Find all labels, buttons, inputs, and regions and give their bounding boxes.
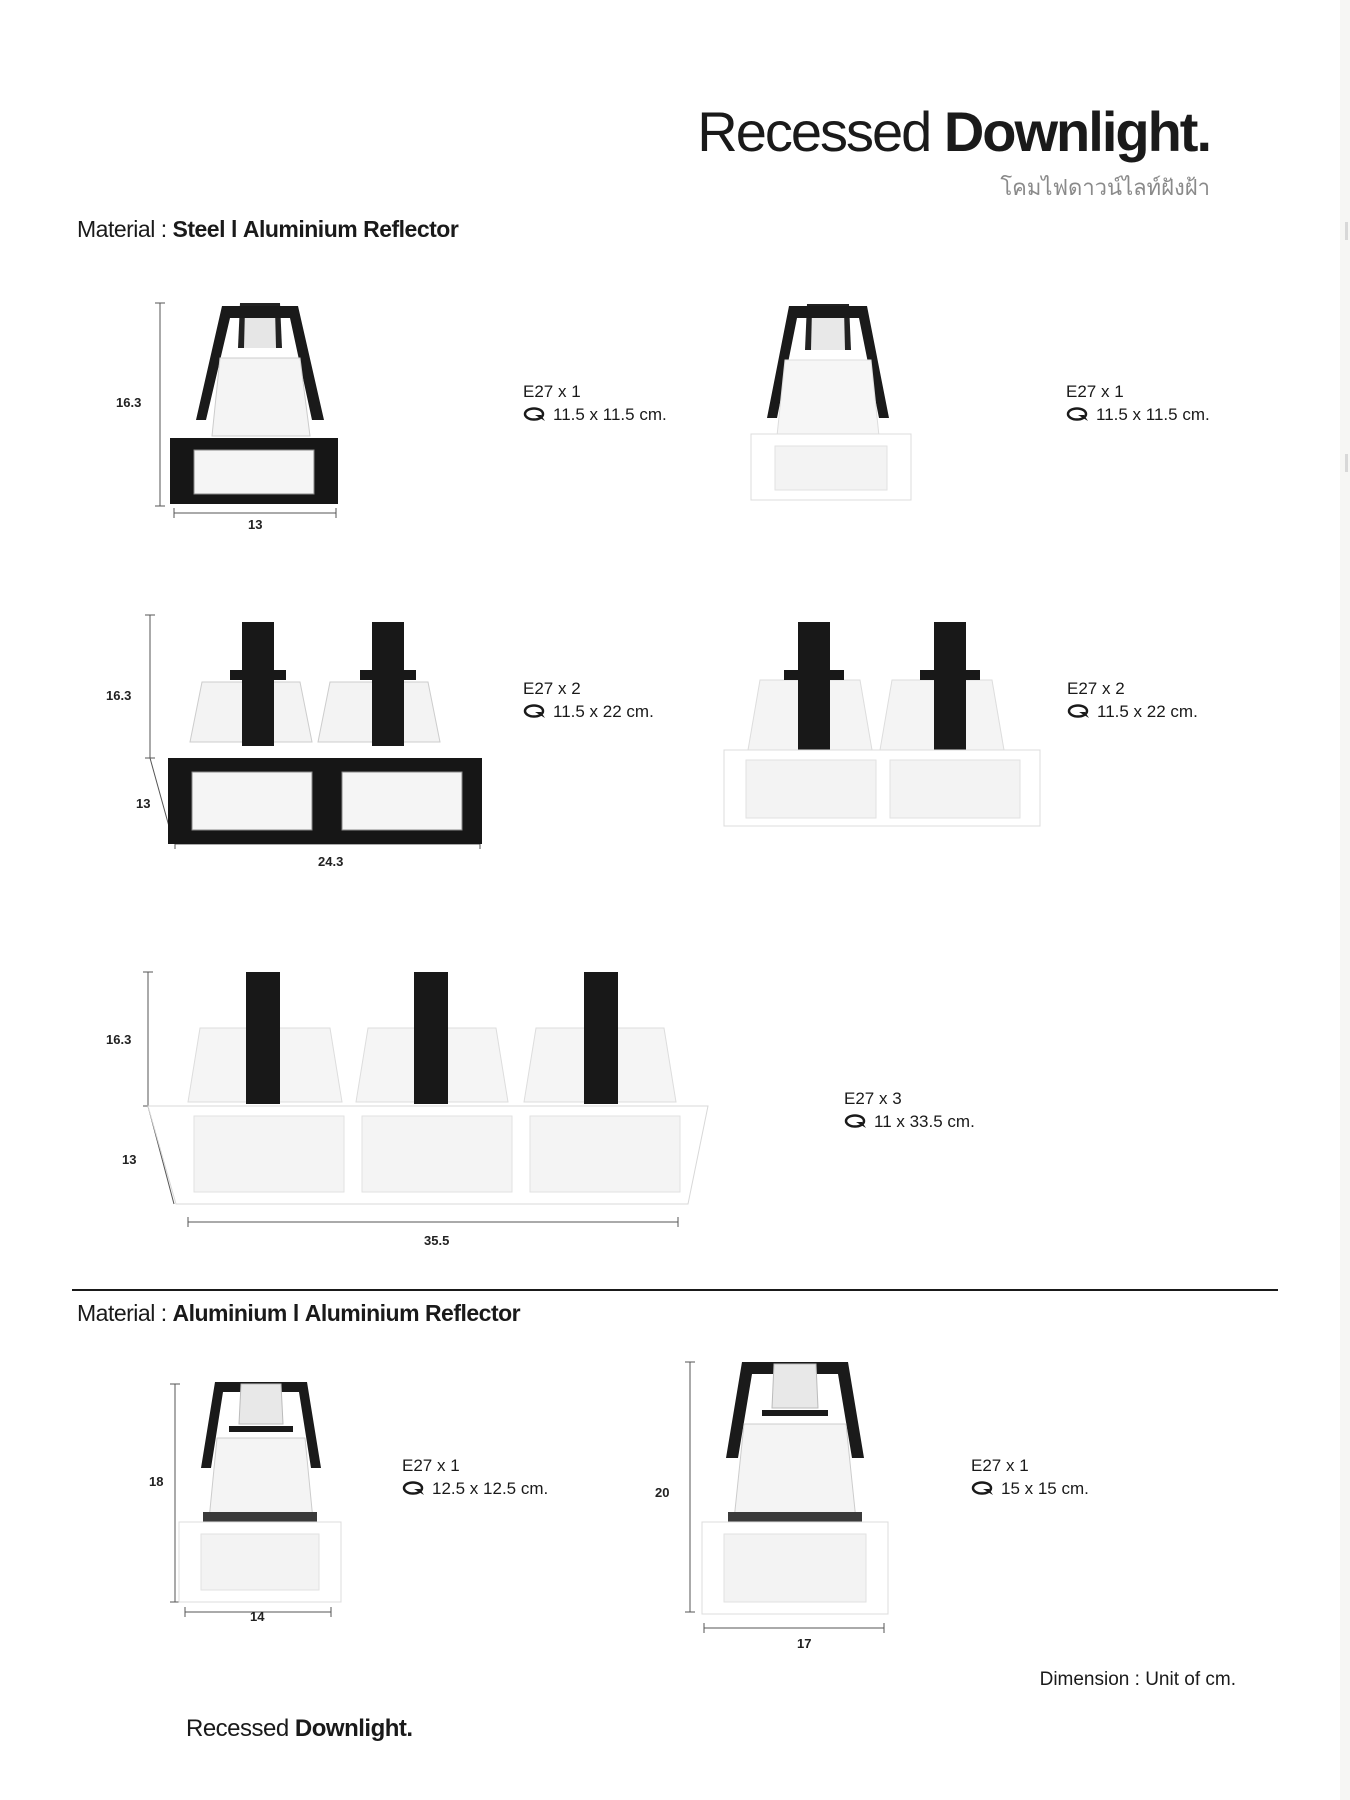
downlight-aluminium-large bbox=[702, 1362, 888, 1614]
product-4-lamp: E27 x 2 bbox=[1067, 679, 1125, 698]
product-5-cutout-row bbox=[844, 1110, 975, 1133]
downlight-black-single bbox=[170, 303, 338, 504]
product-4-spec bbox=[1067, 677, 1198, 723]
downlight-aluminium-small bbox=[179, 1382, 341, 1602]
product-2-spec bbox=[1066, 380, 1210, 426]
footer-title-light: Recessed bbox=[186, 1715, 289, 1742]
product-5-cutout: 11 x 33.5 cm. bbox=[874, 1112, 975, 1131]
product-3-lamp: E27 x 2 bbox=[523, 679, 581, 698]
cutout-icon bbox=[971, 1480, 997, 1496]
downlight-white-double bbox=[724, 622, 1040, 826]
product-6-width: 14 bbox=[250, 1609, 265, 1624]
product-3-depth: 13 bbox=[136, 796, 151, 811]
product-7-cutout-row bbox=[971, 1477, 1089, 1500]
material-separator: l bbox=[292, 1300, 299, 1326]
dimension-note: Dimension : Unit of cm. bbox=[1039, 1669, 1236, 1690]
product-5-drawing bbox=[140, 968, 720, 1228]
cutout-icon bbox=[523, 703, 549, 719]
product-7-cutout: 15 x 15 cm. bbox=[1001, 1479, 1089, 1498]
product-4-cutout-row bbox=[1067, 700, 1198, 723]
material-heading-aluminium bbox=[77, 1300, 520, 1327]
product-6-lamp: E27 x 1 bbox=[402, 1456, 460, 1475]
product-5-depth: 13 bbox=[122, 1152, 137, 1167]
downlight-black-double bbox=[168, 622, 482, 844]
product-4-drawing bbox=[720, 620, 1050, 830]
cutout-icon bbox=[523, 406, 549, 422]
cutout-icon bbox=[844, 1113, 870, 1129]
downlight-white-single bbox=[751, 304, 911, 500]
product-2-lamp: E27 x 1 bbox=[1066, 382, 1124, 401]
product-3-cutout: 11.5 x 22 cm. bbox=[553, 702, 654, 721]
page-subtitle: โคมไฟดาวน์ไลท์ฝังฝ้า bbox=[1000, 175, 1210, 200]
reflector-name: Aluminium Reflector bbox=[304, 1300, 521, 1326]
material-label: Material : bbox=[77, 216, 167, 242]
cutout-icon bbox=[402, 1480, 428, 1496]
product-7-drawing bbox=[680, 1358, 900, 1648]
material-name: Aluminium bbox=[172, 1300, 287, 1326]
product-1-drawing bbox=[150, 298, 350, 538]
product-6-spec bbox=[402, 1454, 548, 1500]
page-title bbox=[697, 100, 1210, 163]
product-5-lamp: E27 x 3 bbox=[844, 1089, 902, 1108]
product-1-cutout: 11.5 x 11.5 cm. bbox=[553, 405, 667, 424]
product-5-spec bbox=[844, 1087, 975, 1133]
product-3-height: 16.3 bbox=[106, 688, 132, 703]
product-1-lamp: E27 x 1 bbox=[523, 382, 581, 401]
product-3-width: 24.3 bbox=[318, 854, 344, 869]
product-7-width: 17 bbox=[797, 1636, 812, 1651]
product-1-spec bbox=[523, 380, 667, 426]
material-separator: l bbox=[230, 216, 237, 242]
section-divider bbox=[72, 1289, 1278, 1291]
product-4-cutout: 11.5 x 22 cm. bbox=[1097, 702, 1198, 721]
product-2-cutout-row bbox=[1066, 403, 1210, 426]
product-3-drawing bbox=[140, 612, 490, 852]
product-1-height: 16.3 bbox=[116, 395, 142, 410]
page-edge bbox=[1340, 0, 1350, 1800]
product-2-drawing bbox=[745, 300, 925, 500]
material-heading-steel bbox=[77, 216, 458, 243]
product-5-width: 35.5 bbox=[424, 1233, 450, 1248]
cutout-icon bbox=[1066, 406, 1092, 422]
page-title-light: Recessed bbox=[697, 100, 931, 163]
footer-title bbox=[186, 1715, 413, 1743]
product-1-width: 13 bbox=[248, 517, 263, 532]
edge-mark bbox=[1345, 454, 1348, 472]
product-5-height: 16.3 bbox=[106, 1032, 132, 1047]
product-7-spec bbox=[971, 1454, 1089, 1500]
cutout-icon bbox=[1067, 703, 1093, 719]
reflector-name: Aluminium Reflector bbox=[242, 216, 459, 242]
product-3-spec bbox=[523, 677, 654, 723]
product-7-height: 20 bbox=[655, 1485, 670, 1500]
product-6-cutout-row bbox=[402, 1477, 548, 1500]
material-name: Steel bbox=[172, 216, 225, 242]
downlight-white-triple bbox=[148, 972, 708, 1204]
product-3-cutout-row bbox=[523, 700, 654, 723]
material-label: Material : bbox=[77, 1300, 167, 1326]
product-2-cutout: 11.5 x 11.5 cm. bbox=[1096, 405, 1210, 424]
product-7-lamp: E27 x 1 bbox=[971, 1456, 1029, 1475]
footer-title-bold: Downlight. bbox=[294, 1715, 413, 1742]
page-title-bold: Downlight. bbox=[943, 100, 1210, 163]
product-6-cutout: 12.5 x 12.5 cm. bbox=[432, 1479, 549, 1498]
product-6-drawing bbox=[165, 1380, 355, 1620]
edge-mark bbox=[1345, 222, 1348, 240]
product-1-cutout-row bbox=[523, 403, 667, 426]
product-6-height: 18 bbox=[149, 1474, 164, 1489]
